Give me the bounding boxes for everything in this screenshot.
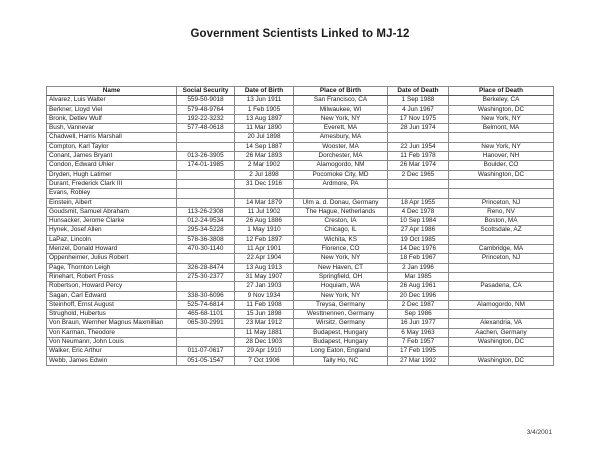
- cell-date-of-death: Mar 1985: [388, 272, 449, 281]
- cell-social-security: 174-01-1985: [177, 161, 235, 170]
- cell-name: Bronk, Detlev Wulf: [47, 114, 177, 123]
- header-name: Name: [47, 87, 177, 96]
- cell-social-security: [177, 189, 235, 198]
- table-row: [47, 310, 554, 319]
- cell-place-of-death: New York, NY: [449, 142, 554, 151]
- header-date-of-birth: Date of Birth: [235, 87, 294, 96]
- cell-date-of-birth: 11 Mar 1890: [235, 124, 294, 133]
- cell-date-of-death: 22 Jun 1954: [388, 142, 449, 151]
- cell-place-of-birth: Creston, IA: [294, 217, 388, 226]
- cell-date-of-birth: 26 Mar 1893: [235, 152, 294, 161]
- cell-social-security: [177, 254, 235, 263]
- cell-social-security: 295-34-5228: [177, 226, 235, 235]
- table-row: [47, 170, 554, 179]
- cell-place-of-birth: Tally Ho, NC: [294, 356, 388, 365]
- cell-social-security: [177, 198, 235, 207]
- cell-social-security: [177, 338, 235, 347]
- cell-date-of-death: 16 Jun 1977: [388, 319, 449, 328]
- cell-date-of-death: [388, 189, 449, 198]
- cell-name: Rinehart, Robert Fross: [47, 272, 177, 281]
- cell-social-security: 192-22-3232: [177, 114, 235, 123]
- cell-date-of-death: 4 Dec 1978: [388, 207, 449, 216]
- table-row: [47, 272, 554, 281]
- cell-place-of-birth: Budapest, Hungary: [294, 328, 388, 337]
- cell-place-of-birth: Dorchester, MA: [294, 152, 388, 161]
- cell-date-of-death: Sep 1986: [388, 310, 449, 319]
- cell-name: Robertson, Howard Percy: [47, 282, 177, 291]
- cell-date-of-birth: 11 Feb 1908: [235, 300, 294, 309]
- cell-social-security: 579-48-9764: [177, 105, 235, 114]
- cell-social-security: 013-26-3905: [177, 152, 235, 161]
- cell-date-of-birth: 14 Sep 1887: [235, 142, 294, 151]
- cell-place-of-death: [449, 235, 554, 244]
- cell-social-security: 275-30-2377: [177, 272, 235, 281]
- cell-place-of-birth: Hoquiam, WA: [294, 282, 388, 291]
- header-date-of-death: Date of Death: [388, 87, 449, 96]
- page-title: Government Scientists Linked to MJ-12: [190, 28, 410, 40]
- cell-name: Bush, Vannevar: [47, 124, 177, 133]
- cell-place-of-death: Princeton, NJ: [449, 198, 554, 207]
- cell-date-of-birth: 26 Aug 1886: [235, 217, 294, 226]
- cell-date-of-birth: 14 Mar 1879: [235, 198, 294, 207]
- cell-place-of-birth: Amesbury, MA: [294, 133, 388, 142]
- cell-name: Strughold, Hubertus: [47, 310, 177, 319]
- cell-date-of-birth: 31 May 1907: [235, 272, 294, 281]
- cell-date-of-birth: 9 Nov 1934: [235, 291, 294, 300]
- cell-place-of-birth: The Hague, Netherlands: [294, 207, 388, 216]
- cell-place-of-birth: Springfield, OH: [294, 272, 388, 281]
- cell-social-security: 011-07-0617: [177, 347, 235, 356]
- table-row: [47, 161, 554, 170]
- cell-date-of-death: 18 Apr 1955: [388, 198, 449, 207]
- cell-date-of-death: 18 Feb 1967: [388, 254, 449, 263]
- cell-name: Goudsmit, Samuel Abraham: [47, 207, 177, 216]
- cell-name: Menzel, Donald Howard: [47, 245, 177, 254]
- cell-social-security: 577-48-0618: [177, 124, 235, 133]
- table-body: [47, 96, 554, 366]
- cell-name: Hynek, Josef Allen: [47, 226, 177, 235]
- cell-place-of-death: Hanover, NH: [449, 152, 554, 161]
- cell-social-security: [177, 328, 235, 337]
- cell-social-security: [177, 170, 235, 179]
- cell-date-of-death: 26 Aug 1961: [388, 282, 449, 291]
- cell-date-of-birth: [235, 189, 294, 198]
- table-row: [47, 347, 554, 356]
- cell-place-of-birth: Wooster, MA: [294, 142, 388, 151]
- cell-place-of-birth: Long Eaton, England: [294, 347, 388, 356]
- cell-date-of-birth: 11 May 1881: [235, 328, 294, 337]
- cell-date-of-birth: 2 Jul 1898: [235, 170, 294, 179]
- cell-place-of-birth: Wirsitz, Germany: [294, 319, 388, 328]
- cell-name: Alvarez, Luis Walter: [47, 96, 177, 105]
- cell-name: Dryden, Hugh Latimer: [47, 170, 177, 179]
- cell-social-security: [177, 142, 235, 151]
- scientists-table: [46, 86, 554, 366]
- cell-date-of-birth: 11 Jul 1902: [235, 207, 294, 216]
- cell-name: Steinhoff, Ernst August: [47, 300, 177, 309]
- cell-date-of-death: 7 Feb 1957: [388, 338, 449, 347]
- table-row: [47, 133, 554, 142]
- cell-social-security: [177, 179, 235, 188]
- cell-date-of-birth: 13 Jun 1911: [235, 96, 294, 105]
- cell-date-of-death: [388, 133, 449, 142]
- table-row: [47, 152, 554, 161]
- cell-name: Condon, Edward Uhler: [47, 161, 177, 170]
- cell-social-security: 012-24-9534: [177, 217, 235, 226]
- footer-date: 3/4/2001: [526, 429, 552, 436]
- header-social-security: Social Security: [177, 87, 235, 96]
- table-row: [47, 263, 554, 272]
- table-row: [47, 217, 554, 226]
- table-row: [47, 105, 554, 114]
- cell-place-of-death: Berkeley, CA: [449, 96, 554, 105]
- cell-date-of-death: 27 Mar 1992: [388, 356, 449, 365]
- table-row: [47, 179, 554, 188]
- table-row: [47, 198, 554, 207]
- cell-name: Von Braun, Wernher Magnus Maxmillian: [47, 319, 177, 328]
- cell-date-of-birth: 7 Oct 1906: [235, 356, 294, 365]
- cell-date-of-birth: 27 Jan 1903: [235, 282, 294, 291]
- table-row: [47, 328, 554, 337]
- table-row: [47, 356, 554, 365]
- cell-date-of-birth: 22 Apr 1904: [235, 254, 294, 263]
- cell-name: Von Neumann, John Louis: [47, 338, 177, 347]
- cell-place-of-death: Boston, MA: [449, 217, 554, 226]
- cell-place-of-death: Washington, DC: [449, 170, 554, 179]
- cell-name: Page, Thornton Leigh: [47, 263, 177, 272]
- cell-date-of-birth: 11 Apr 1901: [235, 245, 294, 254]
- cell-social-security: 326-28-8474: [177, 263, 235, 272]
- table-row: [47, 338, 554, 347]
- cell-date-of-birth: 1 May 1910: [235, 226, 294, 235]
- cell-date-of-death: 6 May 1963: [388, 328, 449, 337]
- cell-name: Webb, James Edwin: [47, 356, 177, 365]
- cell-place-of-birth: Ardmore, PA: [294, 179, 388, 188]
- cell-social-security: 470-30-1140: [177, 245, 235, 254]
- cell-place-of-death: Boulder, CO: [449, 161, 554, 170]
- table-row: [47, 319, 554, 328]
- cell-date-of-death: [388, 179, 449, 188]
- cell-place-of-death: Alexandria, VA: [449, 319, 554, 328]
- table-row: [47, 291, 554, 300]
- cell-place-of-death: [449, 263, 554, 272]
- cell-social-security: [177, 282, 235, 291]
- cell-place-of-death: Cambridge, MA: [449, 245, 554, 254]
- cell-date-of-birth: 13 Aug 1897: [235, 114, 294, 123]
- table-row: [47, 226, 554, 235]
- cell-place-of-death: [449, 347, 554, 356]
- cell-social-security: [177, 133, 235, 142]
- cell-place-of-birth: Ulm a. d. Donau, Germany: [294, 198, 388, 207]
- table-row: [47, 282, 554, 291]
- table-row: [47, 235, 554, 244]
- cell-name: Sagan, Carl Edward: [47, 291, 177, 300]
- header-place-of-birth: Place of Birth: [294, 87, 388, 96]
- cell-date-of-death: 19 Oct 1985: [388, 235, 449, 244]
- cell-date-of-death: 17 Nov 1975: [388, 114, 449, 123]
- cell-name: Walker, Eric Arthur: [47, 347, 177, 356]
- cell-place-of-birth: Wichita, KS: [294, 235, 388, 244]
- cell-place-of-death: New York, NY: [449, 114, 554, 123]
- cell-name: Einstein, Albert: [47, 198, 177, 207]
- table-row: [47, 245, 554, 254]
- cell-name: Durant, Frederick Clark III: [47, 179, 177, 188]
- cell-date-of-death: 14 Dec 1976: [388, 245, 449, 254]
- table-row: [47, 142, 554, 151]
- cell-place-of-death: Princeton, NJ: [449, 254, 554, 263]
- cell-place-of-death: Alamogordo, NM: [449, 300, 554, 309]
- cell-date-of-death: 11 Feb 1978: [388, 152, 449, 161]
- cell-place-of-death: [449, 133, 554, 142]
- cell-date-of-death: 27 Apr 1986: [388, 226, 449, 235]
- cell-name: Compton, Karl Taylor: [47, 142, 177, 151]
- cell-date-of-death: 10 Sep 1984: [388, 217, 449, 226]
- table-row: [47, 207, 554, 216]
- cell-place-of-death: [449, 291, 554, 300]
- cell-place-of-death: Aachen, Germany: [449, 328, 554, 337]
- cell-date-of-birth: 13 Aug 1913: [235, 263, 294, 272]
- cell-name: Chadwell, Harris Marshall: [47, 133, 177, 142]
- cell-place-of-birth: San Francisco, CA: [294, 96, 388, 105]
- cell-date-of-birth: 20 Jul 1898: [235, 133, 294, 142]
- cell-place-of-birth: New York, NY: [294, 114, 388, 123]
- cell-date-of-death: 2 Dec 1987: [388, 300, 449, 309]
- cell-name: Oppenheimer, Julius Robert: [47, 254, 177, 263]
- cell-social-security: 525-74-6814: [177, 300, 235, 309]
- cell-social-security: 578-36-3808: [177, 235, 235, 244]
- cell-place-of-death: Scottsdale, AZ: [449, 226, 554, 235]
- cell-date-of-birth: 12 Feb 1897: [235, 235, 294, 244]
- cell-place-of-death: [449, 272, 554, 281]
- cell-place-of-death: [449, 310, 554, 319]
- cell-date-of-birth: 2 Mar 1902: [235, 161, 294, 170]
- cell-date-of-birth: 23 Mar 1912: [235, 319, 294, 328]
- header-place-of-death: Place of Death: [449, 87, 554, 96]
- cell-place-of-death: Reno, NV: [449, 207, 554, 216]
- cell-social-security: 113-26-2308: [177, 207, 235, 216]
- cell-name: Von Karman, Theodore: [47, 328, 177, 337]
- table-row: [47, 189, 554, 198]
- table-row: [47, 124, 554, 133]
- cell-place-of-birth: Treysa, Germany: [294, 300, 388, 309]
- cell-name: LaPaz, Lincoln: [47, 235, 177, 244]
- cell-date-of-birth: 29 Apr 1910: [235, 347, 294, 356]
- cell-name: Berkner, Lloyd Viel: [47, 105, 177, 114]
- cell-social-security: 065-30-2991: [177, 319, 235, 328]
- cell-social-security: 559-50-9018: [177, 96, 235, 105]
- cell-date-of-birth: 1 Feb 1905: [235, 105, 294, 114]
- cell-place-of-death: [449, 189, 554, 198]
- cell-place-of-birth: New Haven, CT: [294, 263, 388, 272]
- cell-place-of-birth: Pocomoke City, MD: [294, 170, 388, 179]
- cell-date-of-death: 17 Feb 1995: [388, 347, 449, 356]
- table-row: [47, 254, 554, 263]
- cell-date-of-birth: 15 Jun 1898: [235, 310, 294, 319]
- cell-place-of-birth: Westtnennen, Germany: [294, 310, 388, 319]
- cell-date-of-birth: 31 Dec 1916: [235, 179, 294, 188]
- cell-social-security: 338-30-6096: [177, 291, 235, 300]
- cell-place-of-birth: Everett, MA: [294, 124, 388, 133]
- cell-date-of-death: 2 Dec 1965: [388, 170, 449, 179]
- cell-name: Conant, James Bryant: [47, 152, 177, 161]
- cell-place-of-birth: New York, NY: [294, 254, 388, 263]
- cell-name: Hunsacker, Jerome Clarke: [47, 217, 177, 226]
- cell-date-of-death: 28 Jun 1974: [388, 124, 449, 133]
- cell-date-of-death: 20 Dec 1996: [388, 291, 449, 300]
- cell-date-of-death: 1 Sep 1988: [388, 96, 449, 105]
- cell-place-of-death: Pasadena, CA: [449, 282, 554, 291]
- cell-place-of-birth: Chicago, IL: [294, 226, 388, 235]
- cell-place-of-birth: Florence, CO: [294, 245, 388, 254]
- cell-name: Evans, Robley: [47, 189, 177, 198]
- cell-place-of-death: [449, 179, 554, 188]
- table-row: [47, 96, 554, 105]
- cell-date-of-death: 26 Mar 1974: [388, 161, 449, 170]
- cell-social-security: 051-05-1547: [177, 356, 235, 365]
- table-header-row: [47, 87, 554, 96]
- cell-place-of-birth: Alamogordo, NM: [294, 161, 388, 170]
- cell-place-of-birth: Budapest, Hungary: [294, 338, 388, 347]
- cell-date-of-death: 4 Jun 1967: [388, 105, 449, 114]
- cell-place-of-death: Washington, DC: [449, 356, 554, 365]
- cell-place-of-birth: New York, NY: [294, 291, 388, 300]
- cell-place-of-birth: [294, 189, 388, 198]
- cell-date-of-death: 2 Jan 1996: [388, 263, 449, 272]
- cell-place-of-death: Washington, DC: [449, 338, 554, 347]
- cell-date-of-birth: 28 Dec 1903: [235, 338, 294, 347]
- cell-place-of-death: Belmont, MA: [449, 124, 554, 133]
- cell-place-of-death: Washington, DC: [449, 105, 554, 114]
- cell-place-of-birth: Milwaukee, WI: [294, 105, 388, 114]
- table-row: [47, 114, 554, 123]
- cell-social-security: 465-68-1101: [177, 310, 235, 319]
- table-row: [47, 300, 554, 309]
